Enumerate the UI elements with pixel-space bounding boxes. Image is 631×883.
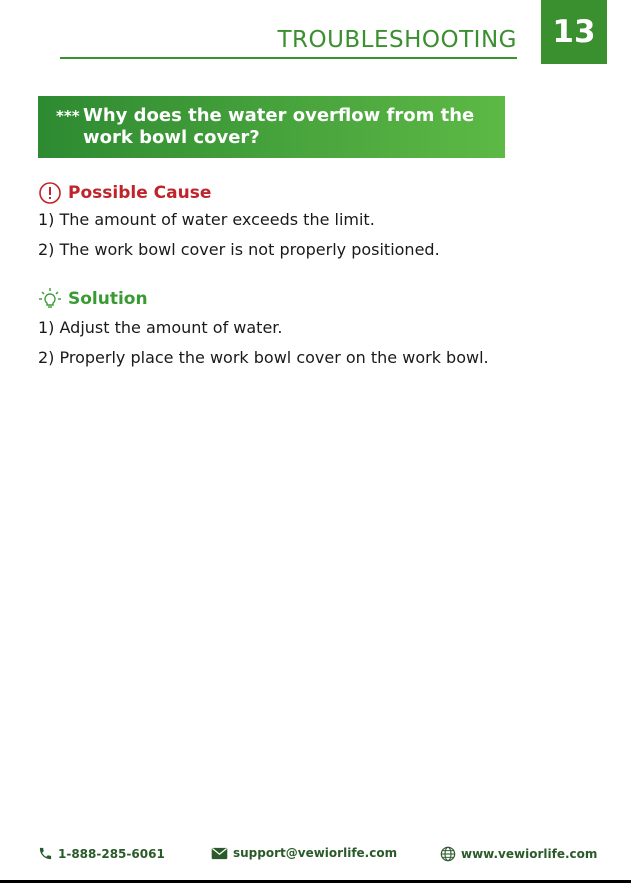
possible-cause-heading — [38, 181, 211, 205]
phone-number[interactable]: 1-888-285-6061 — [58, 846, 165, 861]
header-divider — [60, 57, 517, 59]
contact-footer — [0, 846, 631, 866]
solution-heading — [38, 287, 148, 311]
question-line-2: work bowl cover? — [83, 127, 260, 148]
exclamation-circle-icon — [38, 181, 62, 205]
footer-phone — [38, 846, 165, 861]
cause-item-2: 2) The work bowl cover is not properly positioned. — [38, 240, 440, 259]
possible-cause-label: Possible Cause — [68, 183, 212, 203]
page-title: TROUBLESHOOTING — [277, 27, 517, 53]
phone-icon — [38, 846, 53, 861]
footer-website — [440, 846, 597, 862]
email-address[interactable]: support@vewiorlife.com — [233, 846, 398, 860]
envelope-icon — [211, 847, 228, 860]
lightbulb-icon — [38, 287, 62, 311]
question-line-1: Why does the water overflow from the — [83, 105, 475, 126]
cause-item-1: 1) The amount of water exceeds the limit. — [38, 210, 375, 229]
globe-icon — [440, 846, 456, 862]
solution-item-1: 1) Adjust the amount of water. — [38, 318, 283, 337]
website-url[interactable]: www.vewiorlife.com — [461, 847, 598, 861]
question-prefix: *** — [56, 107, 80, 125]
page-number-badge: 13 — [541, 0, 607, 64]
question-text — [83, 105, 474, 158]
footer-email — [211, 846, 397, 860]
solution-item-2: 2) Properly place the work bowl cover on the work bowl. — [38, 348, 489, 367]
solution-label: Solution — [68, 289, 148, 309]
question-banner — [38, 96, 505, 158]
